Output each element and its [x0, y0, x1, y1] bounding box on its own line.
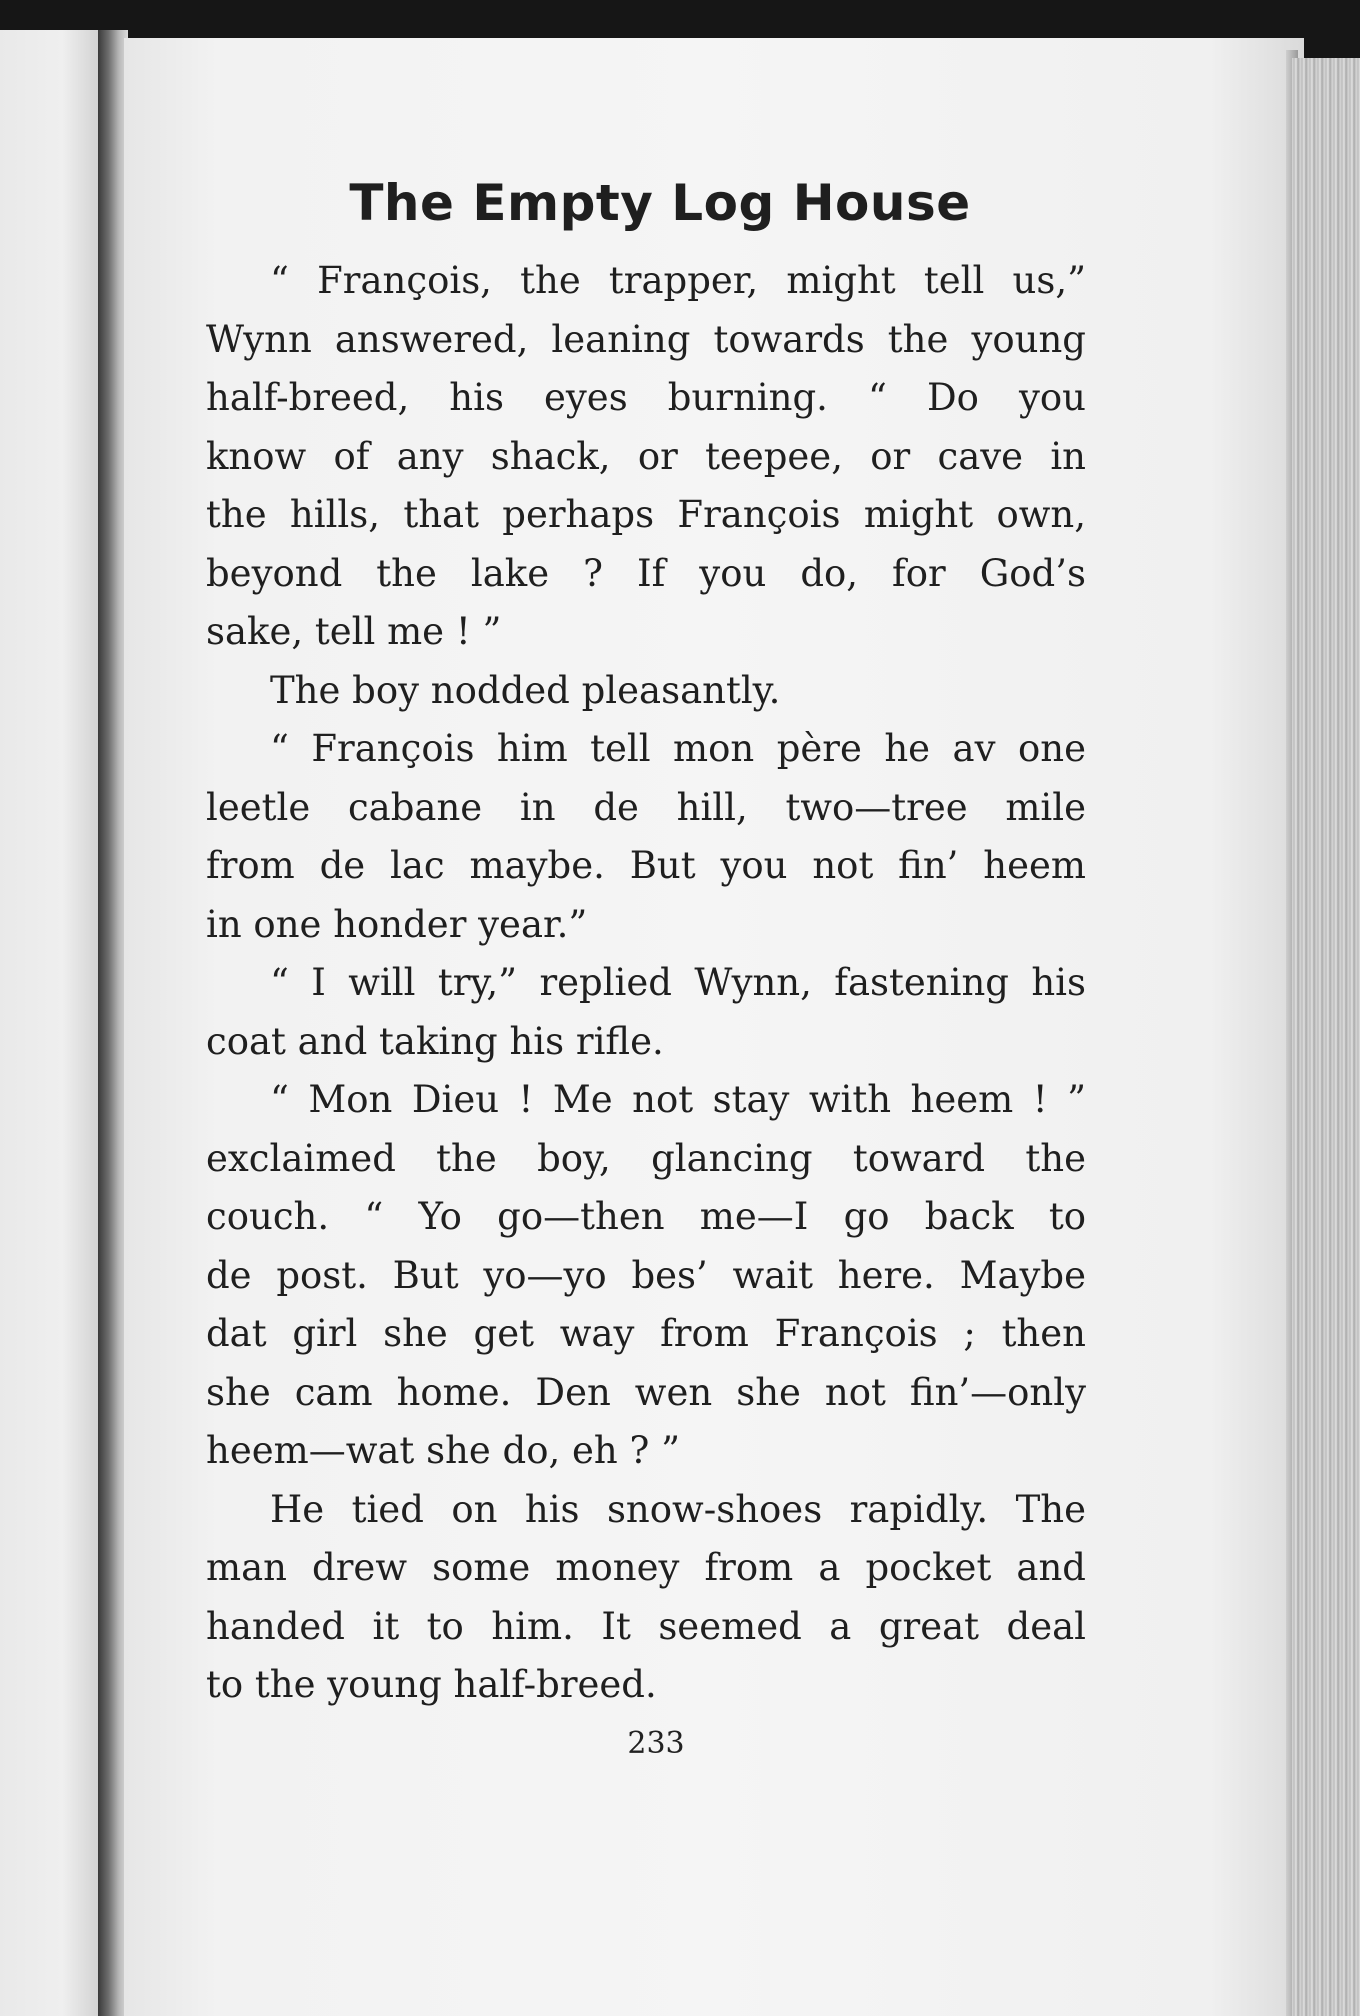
text-line: leetle cabane in de hill, two—tree mile	[206, 785, 1086, 829]
text-line: half-breed, his eyes burning. “ Do you	[206, 376, 1086, 419]
text-line: The boy nodded pleasantly.	[270, 668, 781, 712]
text-line: de post. But yo—yo bes’ wait here. Maybe	[206, 1253, 1086, 1297]
text-line: couch. “ Yo go—then me—I go back to	[206, 1195, 1086, 1238]
paragraph	[206, 720, 1086, 954]
text-line: know of any shack, or teepee, or cave in	[206, 434, 1086, 478]
paragraph	[206, 662, 1086, 721]
text-line: in one honder year.”	[206, 902, 588, 946]
text-line: “ François him tell mon père he av one	[270, 727, 1086, 770]
text-line: the hills, that perhaps François might own,	[206, 493, 1086, 536]
text-line: to the young half-breed.	[206, 1663, 657, 1706]
paragraph	[206, 954, 1086, 1071]
text-line: exclaimed the boy, glancing toward the	[206, 1136, 1086, 1180]
text-line: “ François, the trapper, might tell us,”	[270, 259, 1086, 302]
page-text	[206, 168, 1086, 1715]
paragraph	[206, 252, 1086, 662]
text-line: sake, tell me ! ”	[206, 610, 502, 653]
text-line: handed it to him. It seemed a great deal	[206, 1604, 1086, 1648]
text-line: “ I will try,” replied Wynn, fastening his	[270, 961, 1086, 1004]
page-number: 233	[627, 1726, 685, 1761]
text-line: from de lac maybe. But you not fin’ heem	[206, 844, 1086, 887]
text-line: beyond the lake ? If you do, for God’s	[206, 551, 1086, 595]
text-line: dat girl she get way from François ; then	[206, 1312, 1086, 1355]
text-line: Wynn answered, leaning towards the young	[206, 317, 1086, 361]
paragraph	[206, 1071, 1086, 1481]
text-line: heem—wat she do, eh ? ”	[206, 1429, 681, 1472]
text-line: coat and taking his rifle.	[206, 1019, 664, 1063]
running-head: The Empty Log House	[349, 174, 971, 232]
facing-page-edge	[0, 30, 104, 2016]
text-line: she cam home. Den wen she not fin’—only	[206, 1370, 1086, 1414]
text-line: “ Mon Dieu ! Me not stay with heem ! ”	[270, 1078, 1086, 1121]
text-line: He tied on his snow-shoes rapidly. The	[270, 1487, 1086, 1531]
text-line: man drew some money from a pocket and	[206, 1546, 1086, 1589]
paragraph	[206, 1481, 1086, 1715]
page-stack-edges	[1292, 58, 1360, 2016]
